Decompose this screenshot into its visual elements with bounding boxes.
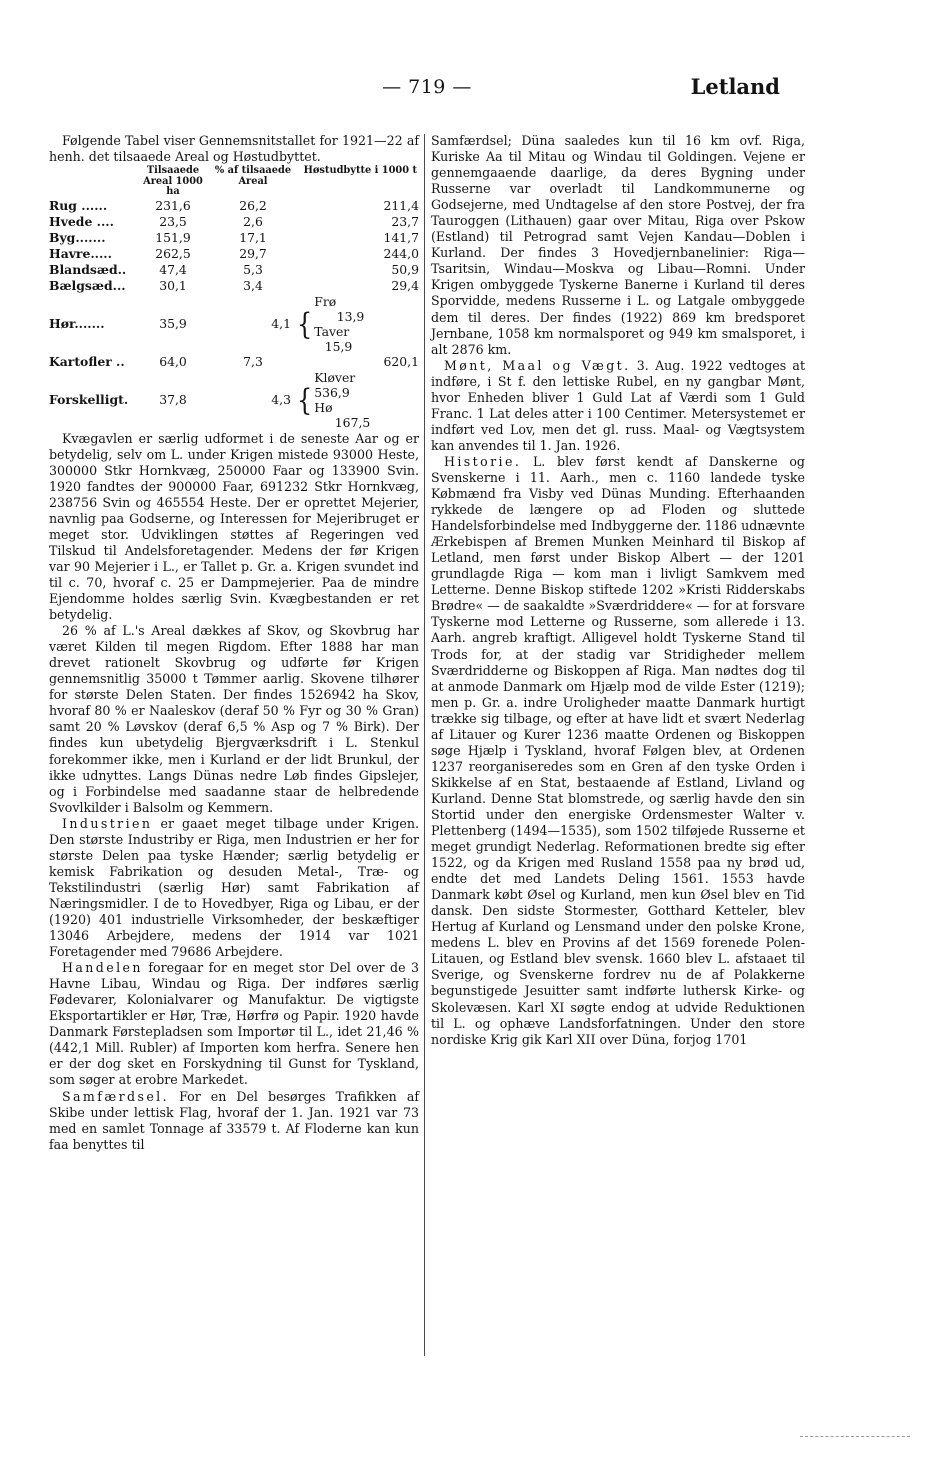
table-row <box>49 354 419 370</box>
table-row <box>49 262 419 278</box>
paragraph-text: er gaaet meget tilbage under Krigen. Den største Industriby er Riga, men Industrien er her for største Delen paa tyske Hænder; særlig betydelig er kemisk Fabrikation og desuden Metal-, Træ- og Tekstilindustri (særlig Hør) samt Fabrikation af Næringsmidler. I de to Hovedbyer, Riga og Libau, er der (1920) 401 industrielle Virksomheder, der beskæftiger 13046 Arbejdere, medens der 1914 var 1021 Foretagender med 79686 Arbejdere. <box>49 815 419 960</box>
crop-area: 231,6 <box>155 197 191 213</box>
crop-area: 35,9 <box>159 315 187 331</box>
crop-name: Byg....... <box>49 229 106 245</box>
yield-sub-value: 15,9 <box>324 338 353 354</box>
table-row-forskelligt <box>49 370 419 430</box>
crop-percent: 26,2 <box>239 197 267 213</box>
paragraph-samfaerdsel-continued: Samfærdsel; Düna saaledes kun til 16 km ovf. Riga, Kuriske Aa til Mitau og Windau til Goldingen. Vejene er gennemgaaende daarlige, da deres Bygning under Russerne var overladt til Landkommunerne og Godsejerne, med Undtagelse af den store Postvej, der fra Tauroggen (Lithauen) gaar over Mitau, Riga over Pskow (Estland) til Petrograd samt Vejen Kandau—Doblen i Kurland. Der findes 3 Hovedjernbanelinier: Riga—Tsaritsin, Windau—Moskva og Libau—Romni. Under Krigen ombyggede Tyskerne Banerne i Kurland til deres Sporvidde, medens Russerne i L. og Latgale ombyggede dem til deres. Der findes (1922) 869 km bredsporet Jernbane, 1058 km normalsporet og 949 km smalsporet, i alt 2876 km. <box>431 133 805 357</box>
yield-split <box>314 294 364 354</box>
crop-yield: 141,7 <box>383 229 419 245</box>
table-row <box>49 246 419 262</box>
yield-sub-value: 167,5 <box>334 414 371 430</box>
crop-name: Havre..... <box>49 245 112 261</box>
header-yield: Høstudbytte i 1000 t <box>303 165 417 177</box>
header-crop <box>49 166 137 198</box>
right-column <box>431 133 805 1048</box>
crop-area: 37,8 <box>159 391 187 407</box>
page-number: — 719 — <box>382 76 472 98</box>
crop-yield: 29,4 <box>391 277 419 293</box>
crop-yield: 23,7 <box>391 213 419 229</box>
yield-sub-label: Kløver <box>314 369 356 385</box>
yield-sub-row <box>314 370 370 400</box>
table-row <box>49 230 419 246</box>
crop-percent: 3,4 <box>243 277 263 293</box>
crop-percent: 4,1 <box>271 315 291 331</box>
crop-yield-split <box>297 294 419 354</box>
crop-name: Rug ...... <box>49 197 108 213</box>
paragraph-kvaegavl: Kvægavlen er særlig udformet i de seneste Aar og er betydelig, selv om L. under Krigen mistede 93000 Heste, 300000 Stkr Hornkvæg, 250000 Faar og 133900 Svin. 1920 fandtes der 900000 Faar, 691232 Stkr Hornkvæg, 238756 Svin og 465554 Heste. Der er oprettet Mejerier, navnlig paa Godserne, og Interessen for Mejeribruget er meget stor. Udviklingen støttes af Regeringen ved Tilskud til Andelsforetagender. Medens der før Krigen var 90 Mejerier i L., er Tallet p. Gr. a. Krigen svundet ind til c. 70, hvoraf c. 25 er Dampmejerier. Paa de mindre Ejendomme holdes særlig Svin. Kvægbestanden er ret betydelig. <box>49 430 419 623</box>
yield-sub-row <box>314 400 370 430</box>
crop-area: 30,1 <box>159 277 187 293</box>
yield-split <box>314 370 370 430</box>
crop-percent: 5,3 <box>243 261 263 277</box>
table-row-hor <box>49 294 419 354</box>
crop-yield: 244,0 <box>383 245 419 261</box>
crop-yield: 50,9 <box>391 261 419 277</box>
section-keyword: Mønt, Maal og Vægt. <box>444 357 631 373</box>
crop-area: 47,4 <box>159 261 187 277</box>
section-keyword: Industrien <box>62 815 153 831</box>
paragraph-text: foregaar for en meget stor Del over de 3 Havne Libau, Windau og Riga. Der indføres særlig Fødevarer, Kolonialvarer og Manufaktur. De vigtigste Eksportartikler er Hør, Træ, Hørfrø og Papir. 1920 havde Danmark Førstepladsen som Importør til L., idet 21,46 % (442,1 Mill. Rubler) af Importen kom herfra. Senere hen er der dog sket en Forskydning til Gunst for Tyskland, som søger at erobre Markedet. <box>49 960 419 1088</box>
column-divider <box>424 134 425 1356</box>
paragraph-samfaerdsel <box>49 1089 419 1153</box>
crop-name: Kartofler .. <box>49 353 125 369</box>
paragraph-text: For en Del besørges Trafikken af Skibe under lettisk Flag, hvoraf der 1. Jan. 1921 var 73 med en samlet Tonnage af 33579 t. Af Floderne kan kun faa benyttes til <box>49 1088 419 1152</box>
yield-sub-label: Taver <box>314 323 350 339</box>
section-keyword: Historie. <box>444 453 522 469</box>
paragraph-historie <box>431 454 805 1048</box>
crop-name: Hør....... <box>49 315 105 331</box>
crop-yield-split <box>297 370 419 430</box>
crop-name: Hvede .... <box>49 213 114 229</box>
yield-sub-label: Hø <box>314 399 333 415</box>
yield-sub-value: 536,9 <box>314 384 350 400</box>
table-row <box>49 214 419 230</box>
paragraph-industri <box>49 816 419 960</box>
header-percent: % af tilsaaede Areal <box>214 165 292 187</box>
table-intro: Følgende Tabel viser Gennemsnitstallet for 1921—22 af henh. det tilsaaede Areal og Høstudbyttet. <box>49 133 419 165</box>
crop-yield: 211,4 <box>383 197 419 213</box>
crop-area: 64,0 <box>159 353 187 369</box>
crop-table <box>49 166 419 430</box>
crop-yield: 620,1 <box>383 353 419 369</box>
left-column <box>49 133 419 1153</box>
yield-sub-label: Frø <box>314 293 337 309</box>
brace-icon: { <box>297 306 313 342</box>
paragraph-text: 3. Aug. 1922 vedtoges at indføre, i St f. den lettiske Rubel, en ny gangbar Mønt, hvor Enheden bliver 1 Guld Lat af Værdi som 1 Guld Franc. 1 Lat deles atter i 100 Centimer. Metersystemet er indført ved Lov, men det gl. russ. Maal- og Vægtsystem kan anvendes til 1. Jan. 1926. <box>431 357 806 453</box>
crop-percent: 4,3 <box>271 391 291 407</box>
crop-percent: 17,1 <box>239 229 267 245</box>
paragraph-skov: 26 % af L.'s Areal dækkes af Skov, og Skovbrug har været Kilden til megen Rigdom. Efter 1888 har man drevet rationelt Skovbrug og udførte før Krigen gennemsnitlig 35000 t Tømmer aarlig. Skovene tilhører for største Delen Staten. Der findes 1526942 ha Skov, hvoraf 80 % er Naaleskov (deraf 50 % Fyr og 30 % Gran) samt 20 % Løvskov (deraf 6,5 % Asp og 7 % Birk). Der findes kun ubetydelig Bjergværksdrift i L. Stenkul forekommer ikke, men i Kurland er der lidt Brunkul, der ikke udnyttes. Langs Dünas nedre Løb findes Gipslejer, og i Forbindelse med saadanne staar de helbredende Svovlkilder i Balsolm og Kemmern. <box>49 623 419 815</box>
crop-name: Forskelligt. <box>49 391 129 407</box>
table-row <box>49 198 419 214</box>
crop-percent: 29,7 <box>239 245 267 261</box>
crop-table-header <box>49 166 419 198</box>
crop-percent: 2,6 <box>243 213 263 229</box>
crop-area: 23,5 <box>159 213 187 229</box>
brace-icon: { <box>297 382 313 418</box>
table-row <box>49 278 419 294</box>
yield-sub-row <box>314 294 364 324</box>
crop-percent: 7,3 <box>243 353 263 369</box>
paragraph-mont <box>431 358 805 454</box>
header-area: Tilsaaede Areal 1000 ha <box>143 165 203 198</box>
section-keyword: Samfærdsel. <box>62 1088 170 1104</box>
crop-name: Bælgsæd... <box>49 277 126 293</box>
footer-rule <box>800 1436 910 1438</box>
crop-name: Blandsæd.. <box>49 261 127 277</box>
yield-sub-row <box>314 324 364 354</box>
yield-sub-value: 13,9 <box>336 308 365 324</box>
section-keyword: Handelen <box>62 960 143 976</box>
paragraph-text: L. blev først kendt af Danskerne og Svenskerne i 11. Aarh., men c. 1160 landede tyske Købmænd fra Visby ved Dünas Munding. Efterhaanden rykkede de længere op ad Floden og sluttede Handelsforbindelse med Indbyggerne der. 1186 udnævnte Ærkebispen af Bremen Munken Meinhard til Biskop af Letland, men først under Biskop Albert — der 1201 grundlagde Riga — kom man i livligt Samkvem med Letterne. Denne Biskop stiftede 1202 »Kristi Ridderskabs Brødre« — de saakaldte »Sværdriddere« — for at forsvare Tyskerne mod Letterne og Russerne, som allerede i 13. Aarh. angreb kraftigt. Alligevel holdt Tyskerne Stand til Trods for, at der stadig var Stridigheder mellem Sværdridderne og Biskoppen af Riga. Man nødtes dog til at anmode Danmark om Hjælp mod de vilde Ester (1219); men p. Gr. a. indre Uroligheder maatte Danmark hurtigt trække sig tilbage, og efter at have lidt et svært Nederlag af Litauer og Kurer 1236 maatte Ordenen og Biskoppen søge Hjælp i Tyskland, hvoraf Følgen blev, at Ordenen 1237 reorganiseredes som en Gren af den tyske Orden i Skikkelse af en Stat, bestaaende af Estland, Livland og Kurland. Denne Stat blomstrede, og særlig havde den sin Stortid under den energiske Ordensmester Walter v. Plettenberg (1494—1535), som 1502 tilføjede Russerne et meget grundigt Nederlag. Reformationen bredte sig efter 1522, og da Krigen med Rusland 1558 paa ny brød ud, endte det med Landets Deling 1561. 1553 havde Danmark købt Øsel og Kurland, men kun Øsel blev en Tid dansk. Den sidste Stormester, Gotthard Ketteler, blev Hertug af Kurland og Lensmand under den polske Krone, medens L. blev en Provins af det 1569 forenede Polen-Litauen, og Estland blev svensk. 1660 blev L. afstaaet til Sverige, og Svenskerne fordrev nu de af Polakkerne begunstigede Jesuitter samt indførte luthersk Kirke- og Skolevæsen. Karl XI søgte endog at udvide Reduktionen til L. og ophæve Landsforfatningen. Under den store nordiske Krig gik Karl XII over Düna, forjog 1701 <box>431 453 805 1047</box>
paragraph-handel <box>49 960 419 1088</box>
crop-area: 151,9 <box>155 229 191 245</box>
running-title: Letland <box>690 74 780 99</box>
crop-area: 262,5 <box>155 245 191 261</box>
